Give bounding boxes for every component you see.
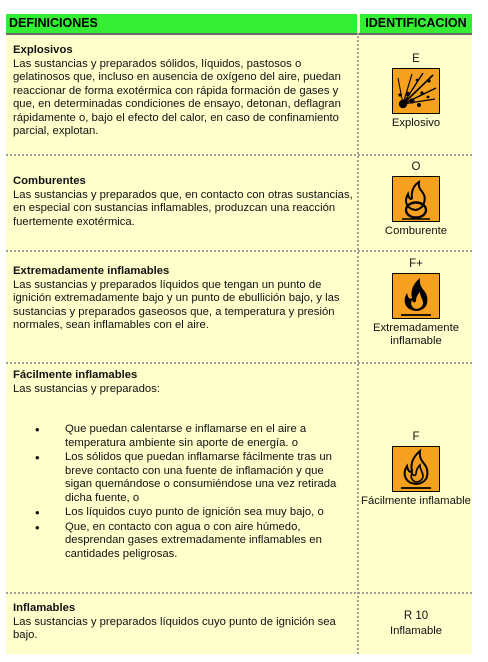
- identification-extremadamente-inflamable: [360, 258, 472, 348]
- conditions-list: [13, 423, 353, 561]
- hazard-label: Comburente: [384, 225, 448, 237]
- identification-facilmente-inflamable: [360, 431, 472, 508]
- list-item: • Los sólidos que puedan inflamarse fácilmente tras un breve contacto con una fuente de inflamación y que sigan quemándose o consumiéndose una vez retirada dicha fuente, o: [65, 451, 353, 505]
- row-divider: [6, 250, 472, 252]
- section-body: Las sustancias y preparados líquidos cuyo punto de ignición sea bajo.: [13, 615, 336, 641]
- section-inflamables: [6, 602, 357, 643]
- row-divider: [6, 592, 472, 594]
- section-body: Las sustancias y preparados líquidos que tengan un punto de ignición extremadamente bajo y un punto de ebullición bajo, y las sustancias y preparados gaseosos que, a temperatura y presión normales, sean inflamables con el aire.: [13, 278, 340, 331]
- row-divider: [6, 154, 472, 156]
- identification-header: IDENTIFICACION: [360, 14, 472, 33]
- section-title: Extremadamente inflamables: [13, 265, 170, 277]
- list-item: • Los líquidos cuyo punto de ignición sea muy bajo, o: [65, 506, 353, 520]
- hazard-label: Fácilmente inflamable: [361, 495, 471, 507]
- hazard-label: Explosivo: [391, 117, 441, 129]
- section-body: Las sustancias y preparados que, en contacto con otras sustancias, en especial con sustancias inflamables, produzcan una reacción fuertemente exotérmica.: [13, 188, 353, 228]
- section-extremadamente-inflamables: [6, 265, 357, 333]
- hazard-code: F: [412, 431, 420, 443]
- hazard-code: F+: [409, 258, 423, 270]
- section-facilmente-inflamables: [6, 369, 357, 562]
- list-item: • Que puedan calentarse e inflamarse en el aire a temperatura ambiente sin aporte de energía. o: [65, 423, 353, 450]
- list-item: • Que, en contacto con agua o con aire húmedo, desprendan gases extremadamente inflamables en cantidades peligrosas.: [65, 521, 353, 562]
- section-body: Las sustancias y preparados:: [13, 382, 160, 395]
- explosive-icon: [392, 68, 440, 114]
- section-title: Comburentes: [13, 175, 86, 187]
- hazard-code: R 10: [403, 610, 429, 622]
- section-explosivos: [6, 44, 357, 139]
- hazard-code: O: [411, 161, 421, 173]
- section-title: Inflamables: [13, 602, 76, 614]
- column-divider: [357, 33, 359, 654]
- identification-inflamable: [360, 610, 472, 638]
- section-comburentes: [6, 175, 357, 229]
- hazard-classification-table: [6, 14, 472, 654]
- flame-icon: [392, 273, 440, 319]
- hazard-label: Inflamable: [389, 625, 443, 637]
- row-divider: [6, 362, 472, 364]
- section-title: Fácilmente inflamables: [13, 369, 138, 381]
- hazard-label: Extremadamente inflamable: [372, 322, 460, 347]
- hazard-code: E: [412, 53, 420, 65]
- identification-explosivo: [360, 53, 472, 130]
- identification-comburente: [360, 161, 472, 238]
- flame-icon: [392, 446, 440, 492]
- section-title: Explosivos: [13, 44, 73, 56]
- flame-over-circle-icon: [392, 176, 440, 222]
- section-body: Las sustancias y preparados sólidos, líquidos, pastosos o gelatinosos que, incluso en ausencia de oxígeno del aire, puedan reaccionar de forma exotérmica con rápida formación de gases y que, en determinadas condiciones de ensayo, detonan, deflagran rápidamente o, bajo el efecto del calor, en caso de confinamiento parcial, explotan.: [13, 57, 341, 137]
- definitions-header: DEFINICIONES: [6, 14, 357, 33]
- header-rule: [6, 33, 472, 35]
